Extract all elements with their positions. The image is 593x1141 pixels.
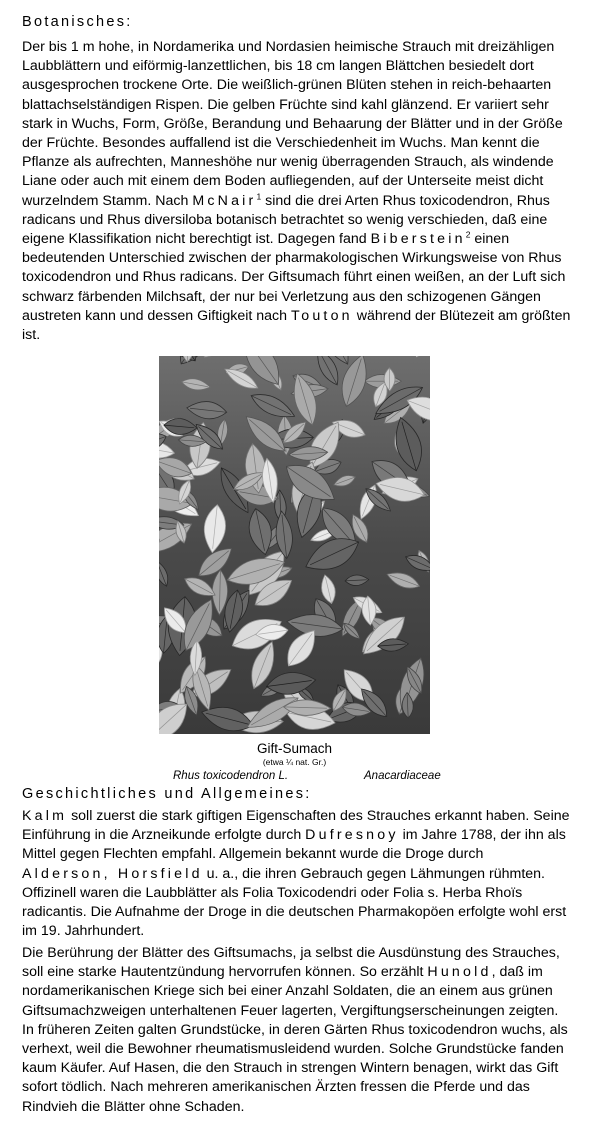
section-heading-botanik: Botanisches: xyxy=(22,14,133,30)
author-name-kalm: Kalm xyxy=(22,808,68,824)
text-run: einen bedeutenden Unterschied zwischen der pharmakologischen Wirkungsweise von Rhus toxicodendron und Rhus radicans. Der Giftsumach führt einen weißen, an der Luft sich schwarz färbenden Milchsaft, der nur bei Verletzung aus den schizogenen Gängen austreten kann und dessen Giftigkeit nach xyxy=(22,231,566,324)
author-name-dufresnoy: Dufresnoy xyxy=(305,827,399,844)
author-name-touton: Touton xyxy=(290,307,353,324)
text-run: Die Berührung der Blätter des Giftsumachs, ja selbst die Ausdünstung des Strauches, soll eine starke Hautentzündung hervorrufen können. So erzählt xyxy=(22,945,560,981)
author-name-mcnair: McNair xyxy=(192,192,257,209)
text-run: Der bis 1 m hohe, in Nordamerika und Nordasien heimische Strauch mit dreizähligen Laubblättern und eiförmig-lanzettlichen, bis 18 cm langen Blättchen besiedelt dort ausgesprochen trockene Orte. Die weißlich-grünen Blüten stehen in reich-behaarten blattachselständigen Rispen. Die gelben Früchte sind kahl glänzend. Er variiert sehr stark in Wuchs, Form, Größe, Berandung und Behaarung der Blätter und in der Größe der Früchte. Besondes auffallend ist die Verschiedenheit im Wuchs. Man kennt die Pflanze als aufrechten, Manneshöhe nur wenig überragenden Strauch, als windende Liane oder auch mit einem dem Boden aufliegenden, auf der Unterseite meist dicht wurzelndem Stamm. Nach xyxy=(22,39,563,209)
figure-caption-scale: (etwa ¼ nat. Gr.) xyxy=(262,757,327,767)
plant-photograph-drawing xyxy=(159,356,430,734)
author-name-alderson-horsfield: Alderson, Horsfield xyxy=(22,865,203,882)
plant-photograph xyxy=(159,356,430,734)
text-run: , daß im nordamerikanischen Kriege sich bei einer Anzahl Soldaten, die an einem aus grünen Giftsumachzweigen unterhaltenen Feuer lagerten, Vergiftungserscheinungen zeigten. In früheren Zeiten galten Grundstücke, in deren Gärten Rhus toxicodendron wuchs, als verhext, weil die Bewohner rheumatismusleidend wurden. Solche Grundstücke fanden kaum Käufer. Auf Hasen, die den Strauch in strengen Wintern benagen, wirkt das Gift sofort tödlich. Nach mehreren amerikanischen Ärzten fressen die Pferde und das Rindvieh die Blätter ohne Schaden. xyxy=(22,964,568,1115)
text-run: während der Blütezeit am größten ist. xyxy=(22,307,571,344)
section-heading-geschichte: Geschichtliches und Allgemeines: xyxy=(22,786,312,802)
paragraph-botanik xyxy=(22,38,574,345)
footnote-marker: 1 xyxy=(256,190,262,201)
figure-caption-latin-name: Rhus toxicodendron L. xyxy=(173,770,289,782)
figure-caption-family: Anacardiaceae xyxy=(364,770,441,782)
text-run: u. a., die ihren Gebrauch gegen Lähmungen rühmten. Offizinell waren die Laubblätter als Folia Toxicodendri oder Folia s. Herba Rhoïs radicantis. Die Aufnahme der Droge in die deutschen Pharmakopöen erfolgte wohl erst im 19. Jahrhundert. xyxy=(22,865,567,940)
text-run: im Jahre 1788, der ihn als Mittel gegen Flechten empfahl. Allgemein bekannt wurde die Droge durch xyxy=(22,827,566,863)
author-name-hunold: Hunold xyxy=(427,964,492,981)
figure-caption-title: Gift-Sumach xyxy=(256,741,333,756)
paragraph-geschichte-1 xyxy=(22,807,574,941)
text-run: sind die drei Arten Rhus toxicodendron, Rhus radicans und Rhus diversiloba botanisch betrachtet so wenig verschieden, daß eine eigene Klassifikation nicht berechtigt ist. Dagegen fand xyxy=(22,192,550,248)
text-run: soll zuerst die stark giftigen Eigenschaften des Strauches erkannt haben. Seine Einführung in die Arzneikunde erfolgte durch xyxy=(22,808,570,844)
footnote-marker: 2 xyxy=(465,229,471,240)
author-name-biberstein: Biberstein xyxy=(370,231,466,248)
paragraph-geschichte-2 xyxy=(22,944,574,1117)
